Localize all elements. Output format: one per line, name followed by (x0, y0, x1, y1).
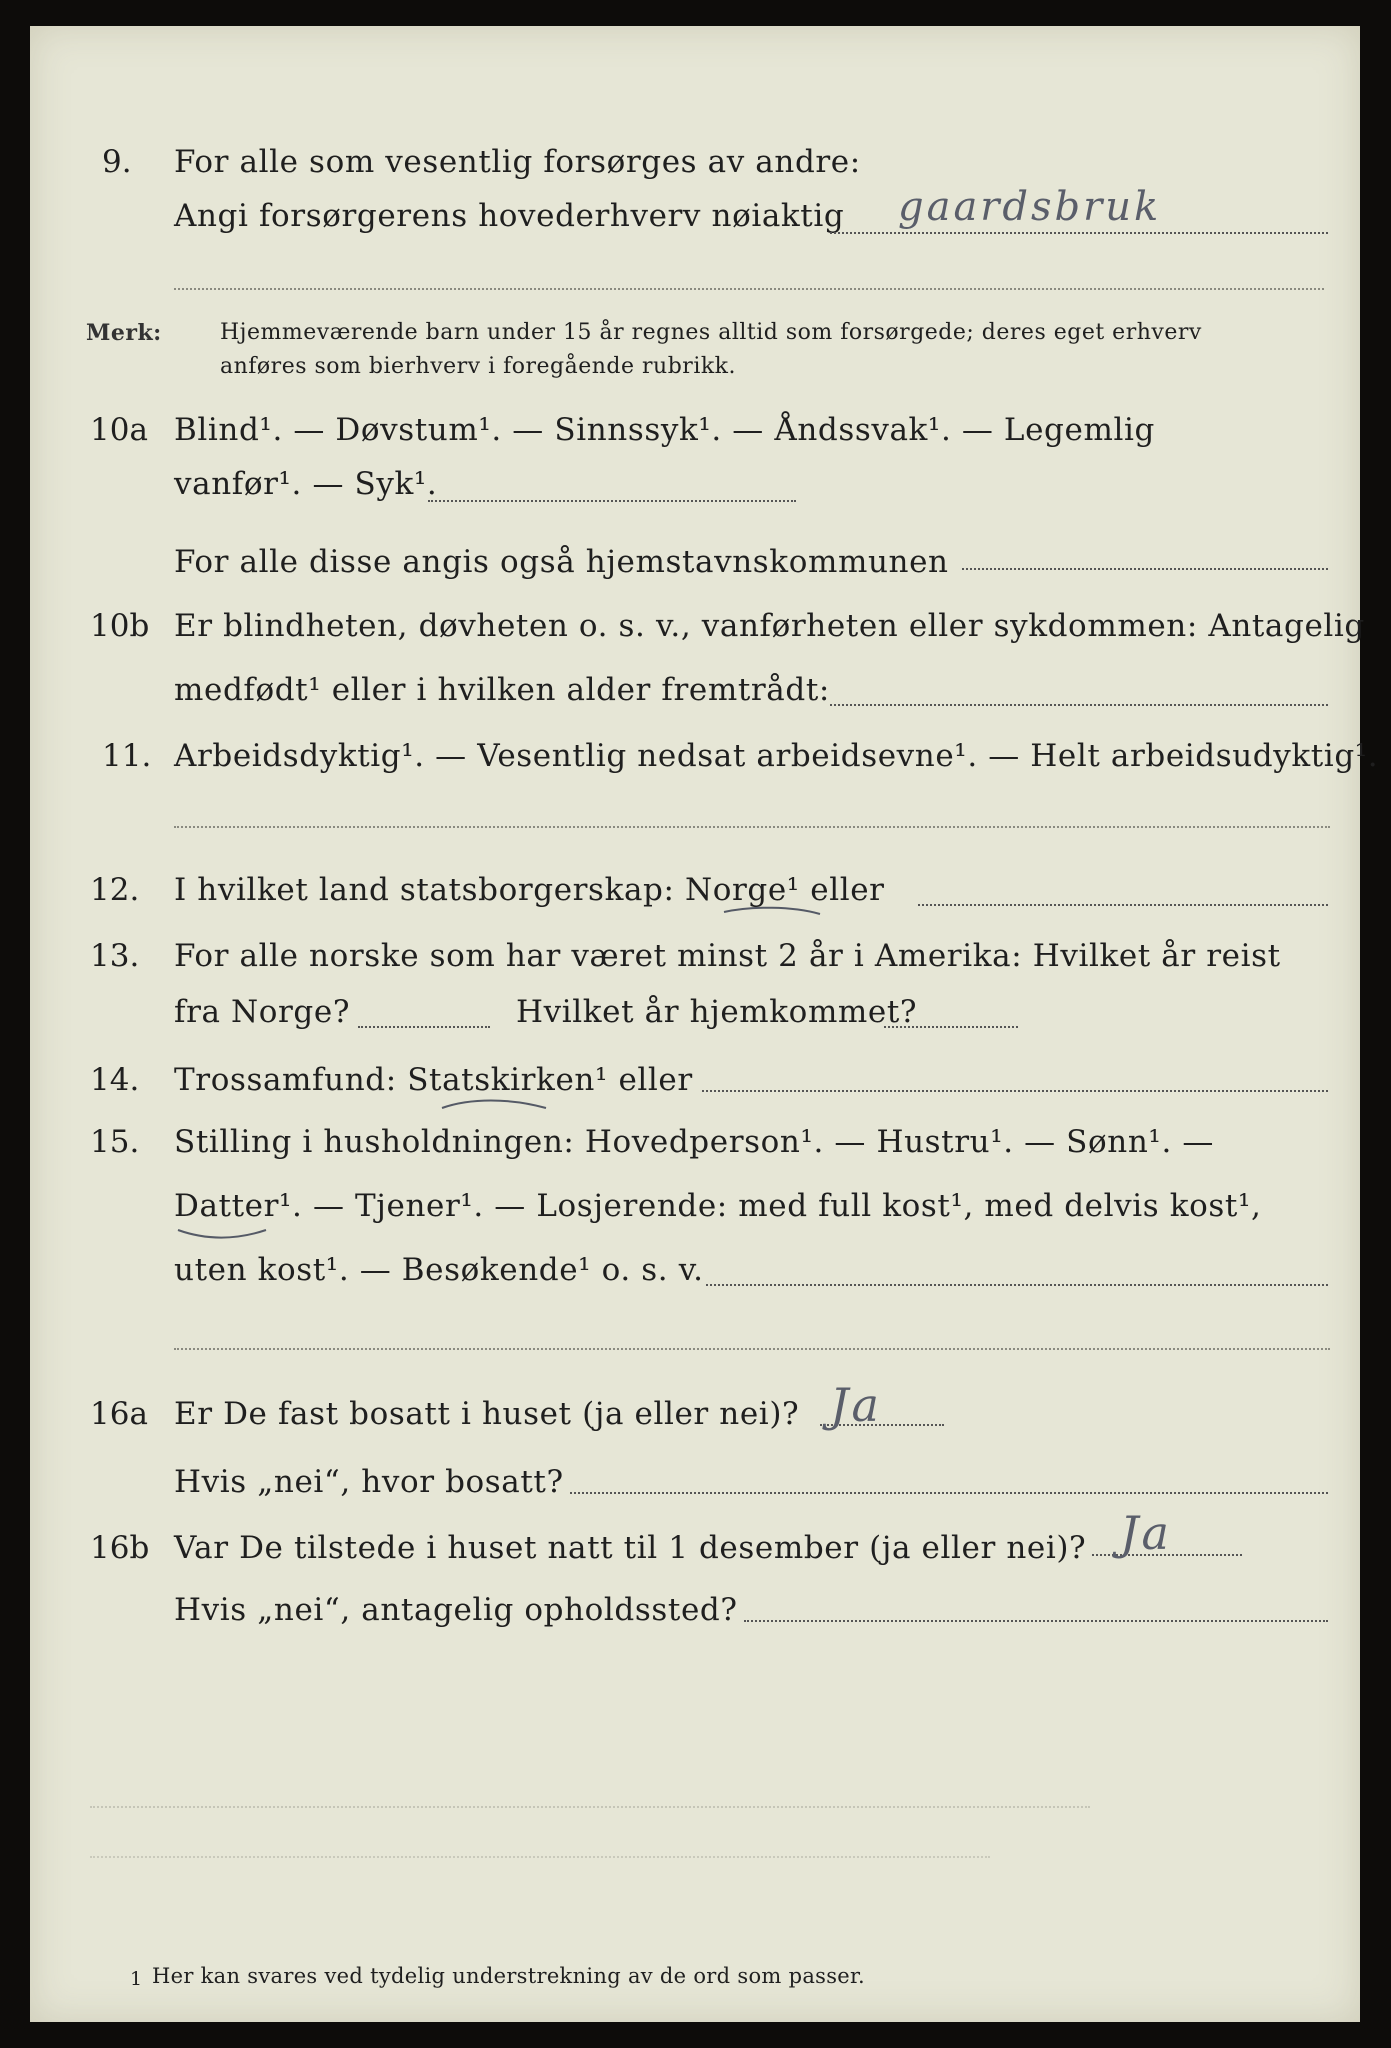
faint-line (90, 1856, 990, 1858)
q10a-question-line3: For alle disse angis også hjemstavnskommunen (174, 544, 949, 580)
q10a-answer-line (428, 500, 796, 502)
q10a-question: Blind¹. — Døvstum¹. — Sinnssyk¹. — Åndssvak¹. — Legemlig (174, 412, 1155, 448)
q9-question: For alle som vesentlig forsørges av andre: (174, 144, 861, 180)
q11-question: Arbeidsdyktig¹. — Vesentlig nedsat arbeidsevne¹. — Helt arbeidsudyktig¹. (174, 738, 1379, 774)
q16b-location-line (744, 1620, 1328, 1622)
q10a-number: 10a (90, 412, 148, 448)
note-text: Hjemmeværende barn under 15 år regnes alltid som forsørgede; deres eget erhverv (220, 320, 1202, 345)
q15-number: 15. (90, 1124, 140, 1160)
q9-divider (174, 288, 1324, 290)
q14-answer-line (702, 1090, 1328, 1092)
q16a-number: 16a (90, 1396, 148, 1432)
q16b-question: Var De tilstede i huset natt til 1 desember (ja eller nei)? (174, 1530, 1087, 1566)
q16a-residence-line (570, 1492, 1328, 1494)
q15-datter-underline (176, 1226, 268, 1242)
q16b-question-line2: Hvis „nei“, antagelig opholdssted? (174, 1592, 738, 1628)
q13-question-line2a: fra Norge? (174, 994, 351, 1030)
footnote-text: Her kan svares ved tydelig understrekning av de ord som passer. (152, 1964, 866, 1988)
census-form-page (30, 26, 1379, 2022)
q11-divider (174, 826, 1330, 828)
q15-answer-line (706, 1284, 1328, 1286)
q10b-question-line2: medfødt¹ eller i hvilken alder fremtrådt: (174, 672, 830, 708)
q14-number: 14. (90, 1062, 140, 1098)
q16a-question-line2: Hvis „nei“, hvor bosatt? (174, 1464, 564, 1500)
q13-question: For alle norske som har været minst 2 år i Amerika: Hvilket år reist (174, 938, 1281, 974)
q10b-number: 10b (90, 608, 150, 644)
q14-statskirken-underline (440, 1096, 548, 1112)
q15-question: Stilling i husholdningen: Hovedperson¹. — Hustru¹. — Sønn¹. — (174, 1124, 1214, 1160)
q16a-question: Er De fast bosatt i huset (ja eller nei)? (174, 1396, 800, 1432)
note-text-line2: anføres som bierhverv i foregående rubrikk. (220, 354, 737, 379)
q10a-hometown-line (962, 568, 1328, 570)
q13-number: 13. (90, 938, 140, 974)
q9-number: 9. (102, 144, 132, 180)
q9-question-line2: Angi forsørgerens hovederhverv nøiaktig (174, 198, 845, 234)
q16b-number: 16b (90, 1530, 150, 1566)
q12-number: 12. (90, 872, 140, 908)
q16a-handwritten-answer: Ja (830, 1378, 882, 1432)
q14-question: Trossamfund: Statskirken¹ eller (174, 1062, 693, 1098)
q9-handwritten-answer: gaardsbruk (898, 184, 1162, 230)
q13-question-line2b: Hvilket år hjemkommet? (516, 994, 918, 1030)
q16b-handwritten-answer: Ja (1120, 1506, 1172, 1560)
q12-norge-underline (722, 906, 822, 918)
q11-number: 11. (102, 738, 152, 774)
faint-line (90, 1806, 1090, 1808)
q12-answer-line (918, 904, 1328, 906)
q15-divider (174, 1348, 1330, 1350)
footnote-marker: 1 (130, 1968, 143, 1990)
q15-question-line2: Datter¹. — Tjener¹. — Losjerende: med full kost¹, med delvis kost¹, (174, 1188, 1262, 1224)
q13-return-year-line (884, 1026, 1018, 1028)
q15-question-line3: uten kost¹. — Besøkende¹ o. s. v. (174, 1252, 704, 1288)
q10b-answer-line (830, 704, 1328, 706)
q10b-question: Er blindheten, døvheten o. s. v., vanførheten eller sykdommen: Antagelig (174, 608, 1365, 644)
q12-question: I hvilket land statsborgerskap: Norge¹ eller (174, 872, 885, 908)
q10a-question-line2: vanfør¹. — Syk¹. (174, 466, 438, 502)
note-label: Merk: (86, 320, 162, 346)
q9-answer-line (830, 232, 1328, 234)
q13-departure-year-line (358, 1026, 490, 1028)
